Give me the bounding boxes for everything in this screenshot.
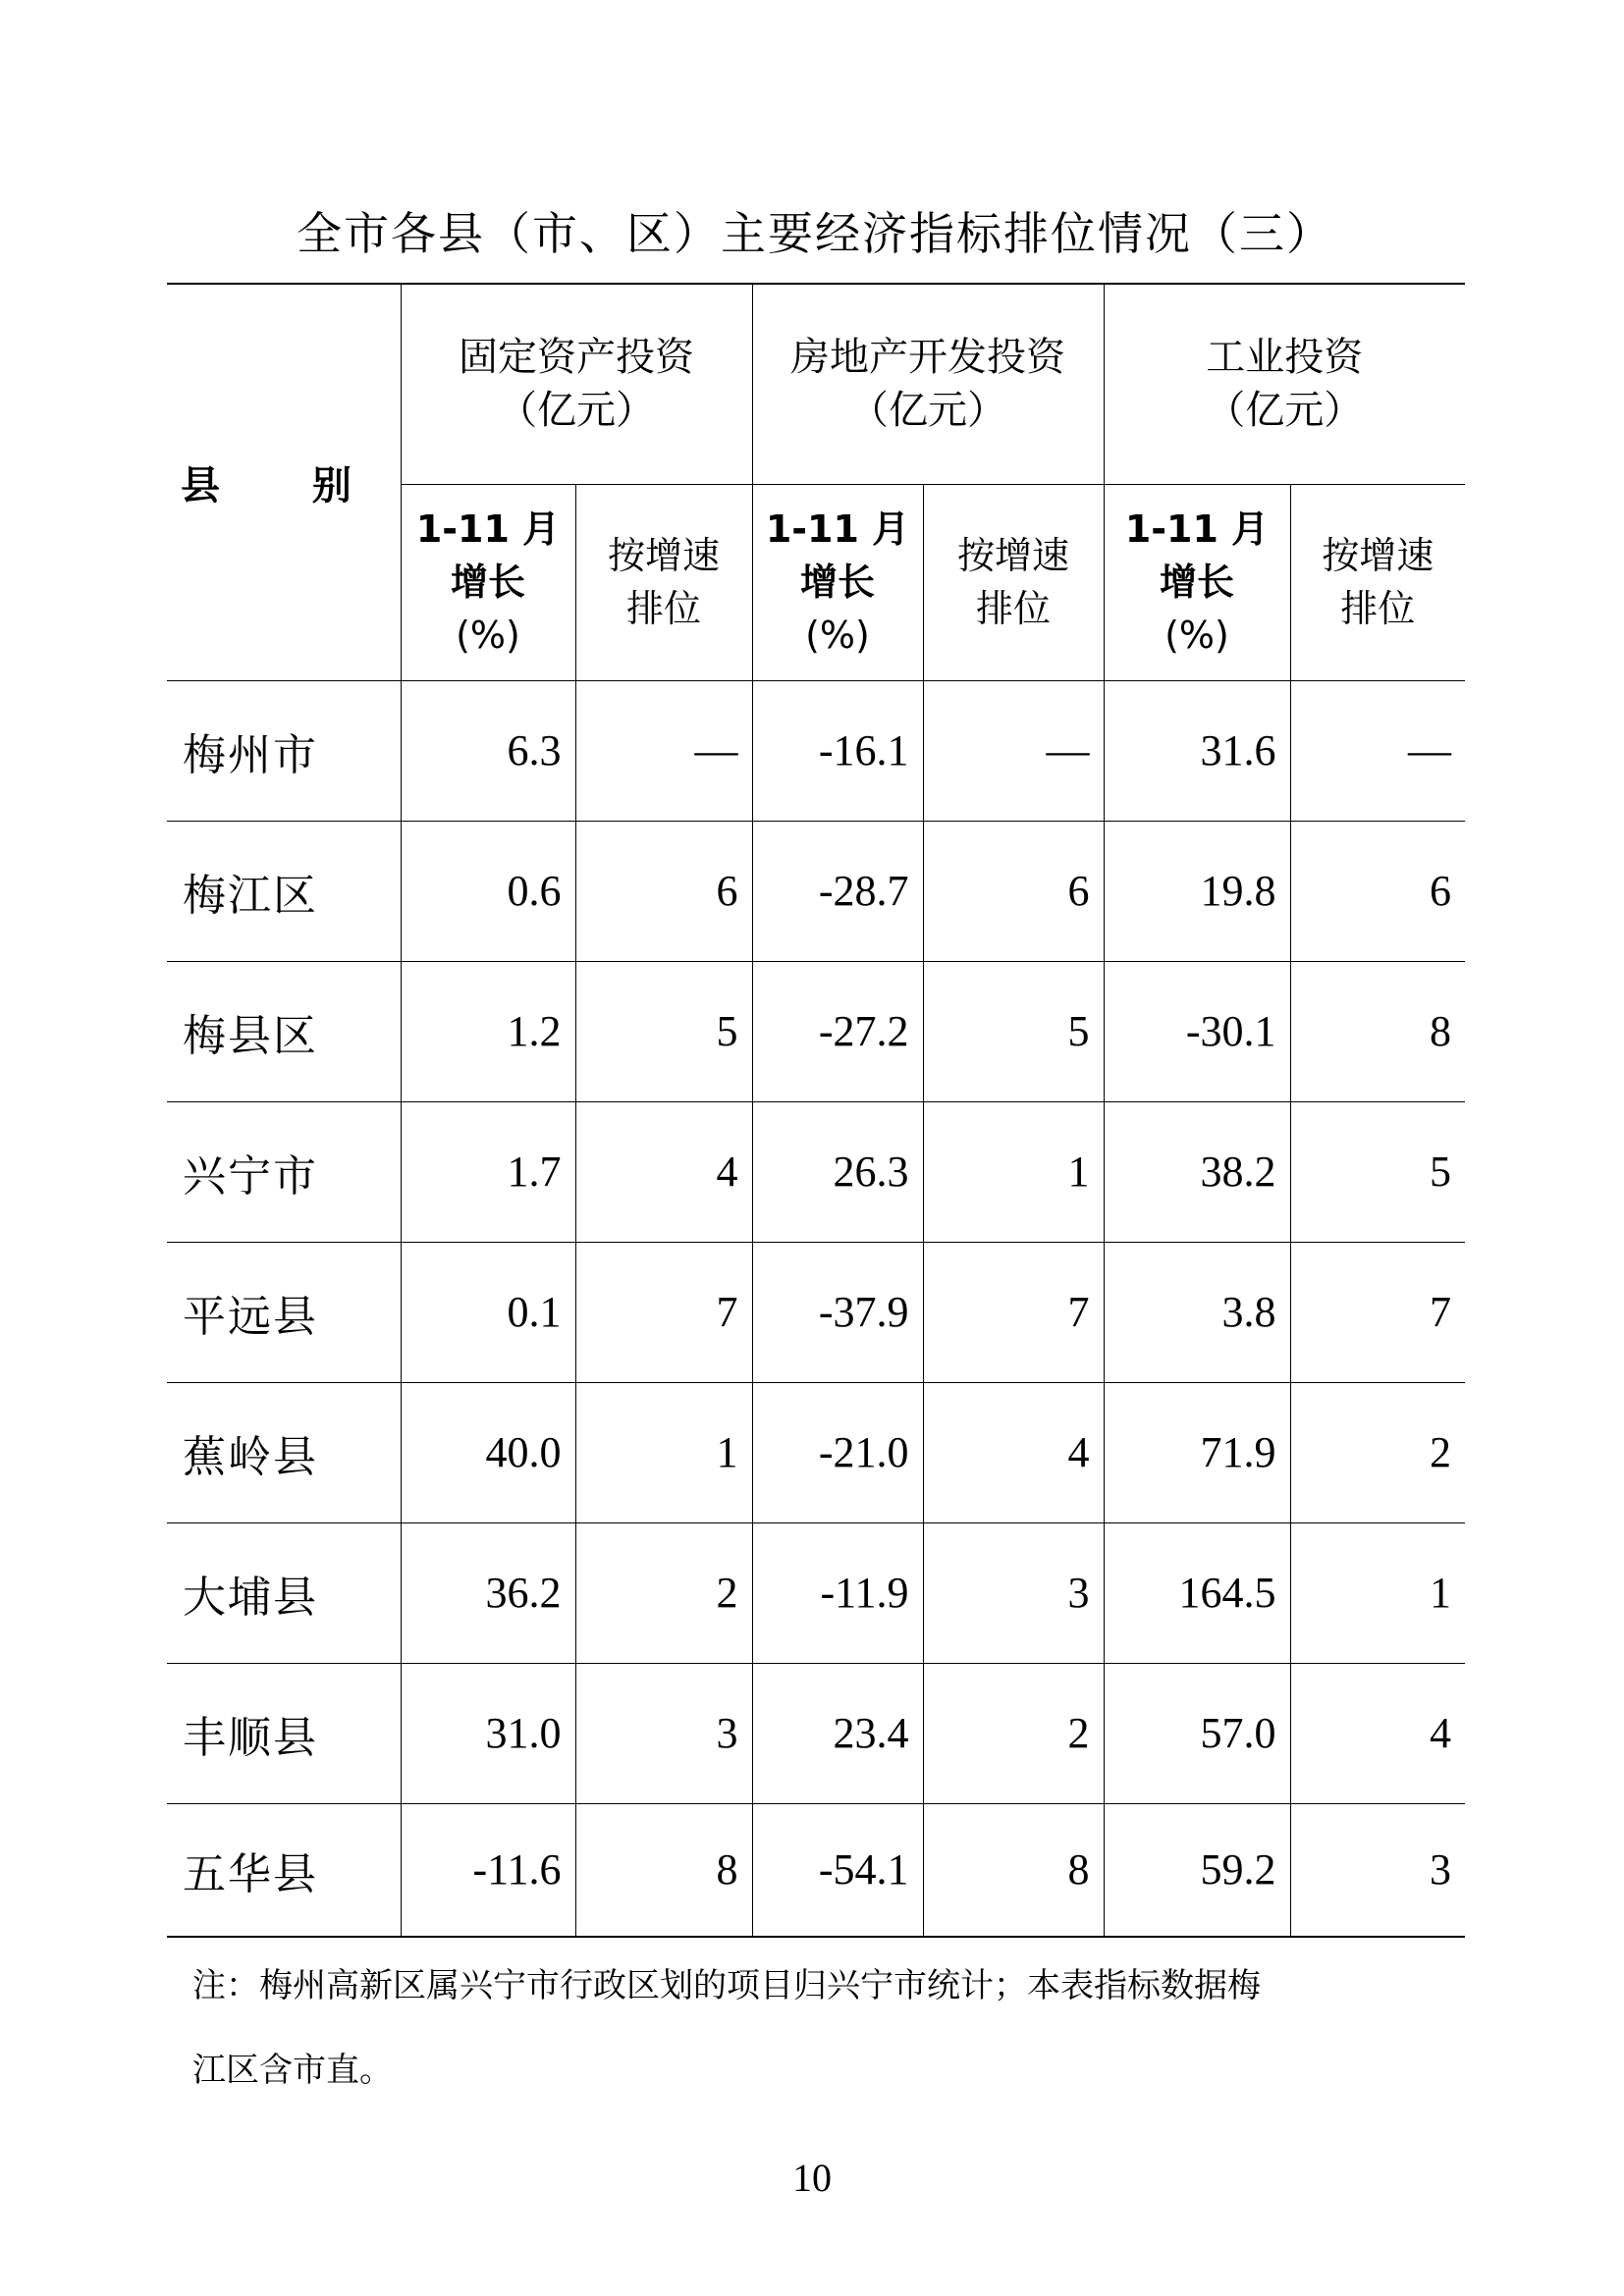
- growth-header-line: (%): [805, 614, 870, 657]
- fixed-asset-growth: -11.6: [401, 1803, 575, 1937]
- indicator-table: [167, 283, 1465, 1938]
- industrial-growth: 19.8: [1104, 821, 1290, 961]
- rank-header-line: 按增速: [1322, 534, 1435, 577]
- group-unit: （亿元）: [849, 388, 1006, 434]
- real-estate-growth: -27.2: [752, 961, 923, 1101]
- county-name: 蕉岭县: [167, 1382, 401, 1522]
- growth-header-line: 1-11 月: [1124, 507, 1270, 551]
- fixed-asset-rank: 6: [575, 821, 752, 961]
- growth-header: [752, 484, 923, 680]
- growth-header-line: 增长: [799, 561, 875, 604]
- county-header: 县 别: [167, 284, 401, 680]
- group-unit: （亿元）: [1206, 388, 1364, 434]
- industrial-rank: 4: [1290, 1663, 1465, 1803]
- industrial-growth: 57.0: [1104, 1663, 1290, 1803]
- fixed-asset-rank: 3: [575, 1663, 752, 1803]
- real-estate-rank: 2: [923, 1663, 1104, 1803]
- county-name: 梅州市: [167, 680, 401, 821]
- rank-header-line: 按增速: [607, 534, 720, 577]
- fixed-asset-rank: 7: [575, 1242, 752, 1382]
- fixed-asset-growth: 6.3: [401, 680, 575, 821]
- real-estate-growth: -28.7: [752, 821, 923, 961]
- county-name: 五华县: [167, 1803, 401, 1937]
- growth-header-line: 增长: [1159, 561, 1234, 604]
- real-estate-rank: 6: [923, 821, 1104, 961]
- table-row: [167, 821, 1465, 961]
- group-name: 固定资产投资: [459, 335, 694, 381]
- industrial-rank: 6: [1290, 821, 1465, 961]
- rank-header: [1290, 484, 1465, 680]
- table-row: [167, 1522, 1465, 1663]
- growth-header-line: (%): [1164, 614, 1229, 657]
- real-estate-rank: 7: [923, 1242, 1104, 1382]
- real-estate-rank: 1: [923, 1101, 1104, 1242]
- real-estate-growth: -54.1: [752, 1803, 923, 1937]
- table-row: [167, 1803, 1465, 1937]
- industrial-rank: 2: [1290, 1382, 1465, 1522]
- industrial-rank: 5: [1290, 1101, 1465, 1242]
- fixed-asset-growth: 31.0: [401, 1663, 575, 1803]
- real-estate-rank: 8: [923, 1803, 1104, 1937]
- industrial-growth: 164.5: [1104, 1522, 1290, 1663]
- industrial-growth: 31.6: [1104, 680, 1290, 821]
- fixed-asset-growth: 1.2: [401, 961, 575, 1101]
- table-footnote: [192, 1944, 1459, 2112]
- fixed-asset-growth: 36.2: [401, 1522, 575, 1663]
- page-title: 全市各县（市、区）主要经济指标排位情况（三）: [297, 207, 1333, 260]
- real-estate-growth: -37.9: [752, 1242, 923, 1382]
- fixed-asset-rank: 2: [575, 1522, 752, 1663]
- industrial-rank: 8: [1290, 961, 1465, 1101]
- county-name: 丰顺县: [167, 1663, 401, 1803]
- industrial-rank: 1: [1290, 1522, 1465, 1663]
- group-header-industrial: [1104, 284, 1465, 484]
- industrial-growth: 71.9: [1104, 1382, 1290, 1522]
- rank-header-line: 按增速: [956, 534, 1069, 577]
- real-estate-rank: 4: [923, 1382, 1104, 1522]
- growth-header: [401, 484, 575, 680]
- county-name: 兴宁市: [167, 1101, 401, 1242]
- group-unit: （亿元）: [498, 388, 655, 434]
- real-estate-growth: 26.3: [752, 1101, 923, 1242]
- real-estate-rank: 3: [923, 1522, 1104, 1663]
- table-row: [167, 1663, 1465, 1803]
- table-row: [167, 1101, 1465, 1242]
- real-estate-growth: -16.1: [752, 680, 923, 821]
- real-estate-growth: -11.9: [752, 1522, 923, 1663]
- group-name: 工业投资: [1206, 335, 1364, 381]
- growth-header-line: 增长: [450, 561, 525, 604]
- industrial-rank: 7: [1290, 1242, 1465, 1382]
- table-row: [167, 1382, 1465, 1522]
- industrial-growth: 3.8: [1104, 1242, 1290, 1382]
- fixed-asset-rank: 1: [575, 1382, 752, 1522]
- real-estate-rank: —: [923, 680, 1104, 821]
- table-row: [167, 680, 1465, 821]
- group-header-fixed-asset: [401, 284, 752, 484]
- county-name: 梅县区: [167, 961, 401, 1101]
- industrial-growth: 38.2: [1104, 1101, 1290, 1242]
- industrial-rank: —: [1290, 680, 1465, 821]
- growth-header: [1104, 484, 1290, 680]
- fixed-asset-rank: 8: [575, 1803, 752, 1937]
- fixed-asset-rank: —: [575, 680, 752, 821]
- fixed-asset-growth: 40.0: [401, 1382, 575, 1522]
- fixed-asset-rank: 5: [575, 961, 752, 1101]
- rank-header: [575, 484, 752, 680]
- footnote-line: 注：梅州高新区属兴宁市行政区划的项目归兴宁市统计；本表指标数据梅: [192, 1966, 1261, 2005]
- table-row: [167, 1242, 1465, 1382]
- growth-header-line: (%): [456, 614, 520, 657]
- county-name: 大埔县: [167, 1522, 401, 1663]
- header-row-groups: [167, 284, 1465, 484]
- table-row: [167, 961, 1465, 1101]
- real-estate-growth: 23.4: [752, 1663, 923, 1803]
- county-name: 平远县: [167, 1242, 401, 1382]
- industrial-rank: 3: [1290, 1803, 1465, 1937]
- group-header-real-estate: [752, 284, 1104, 484]
- page-number: 10: [792, 2156, 832, 2200]
- footnote-line: 江区含市直。: [192, 2051, 393, 2090]
- rank-header: [923, 484, 1104, 680]
- fixed-asset-growth: 0.1: [401, 1242, 575, 1382]
- rank-header-line: 排位: [975, 587, 1051, 630]
- fixed-asset-growth: 0.6: [401, 821, 575, 961]
- county-name: 梅江区: [167, 821, 401, 961]
- fixed-asset-rank: 4: [575, 1101, 752, 1242]
- rank-header-line: 排位: [625, 587, 701, 630]
- group-name: 房地产开发投资: [790, 335, 1065, 381]
- real-estate-rank: 5: [923, 961, 1104, 1101]
- real-estate-growth: -21.0: [752, 1382, 923, 1522]
- growth-header-line: 1-11 月: [765, 507, 910, 551]
- rank-header-line: 排位: [1340, 587, 1416, 630]
- growth-header-line: 1-11 月: [415, 507, 561, 551]
- industrial-growth: -30.1: [1104, 961, 1290, 1101]
- industrial-growth: 59.2: [1104, 1803, 1290, 1937]
- fixed-asset-growth: 1.7: [401, 1101, 575, 1242]
